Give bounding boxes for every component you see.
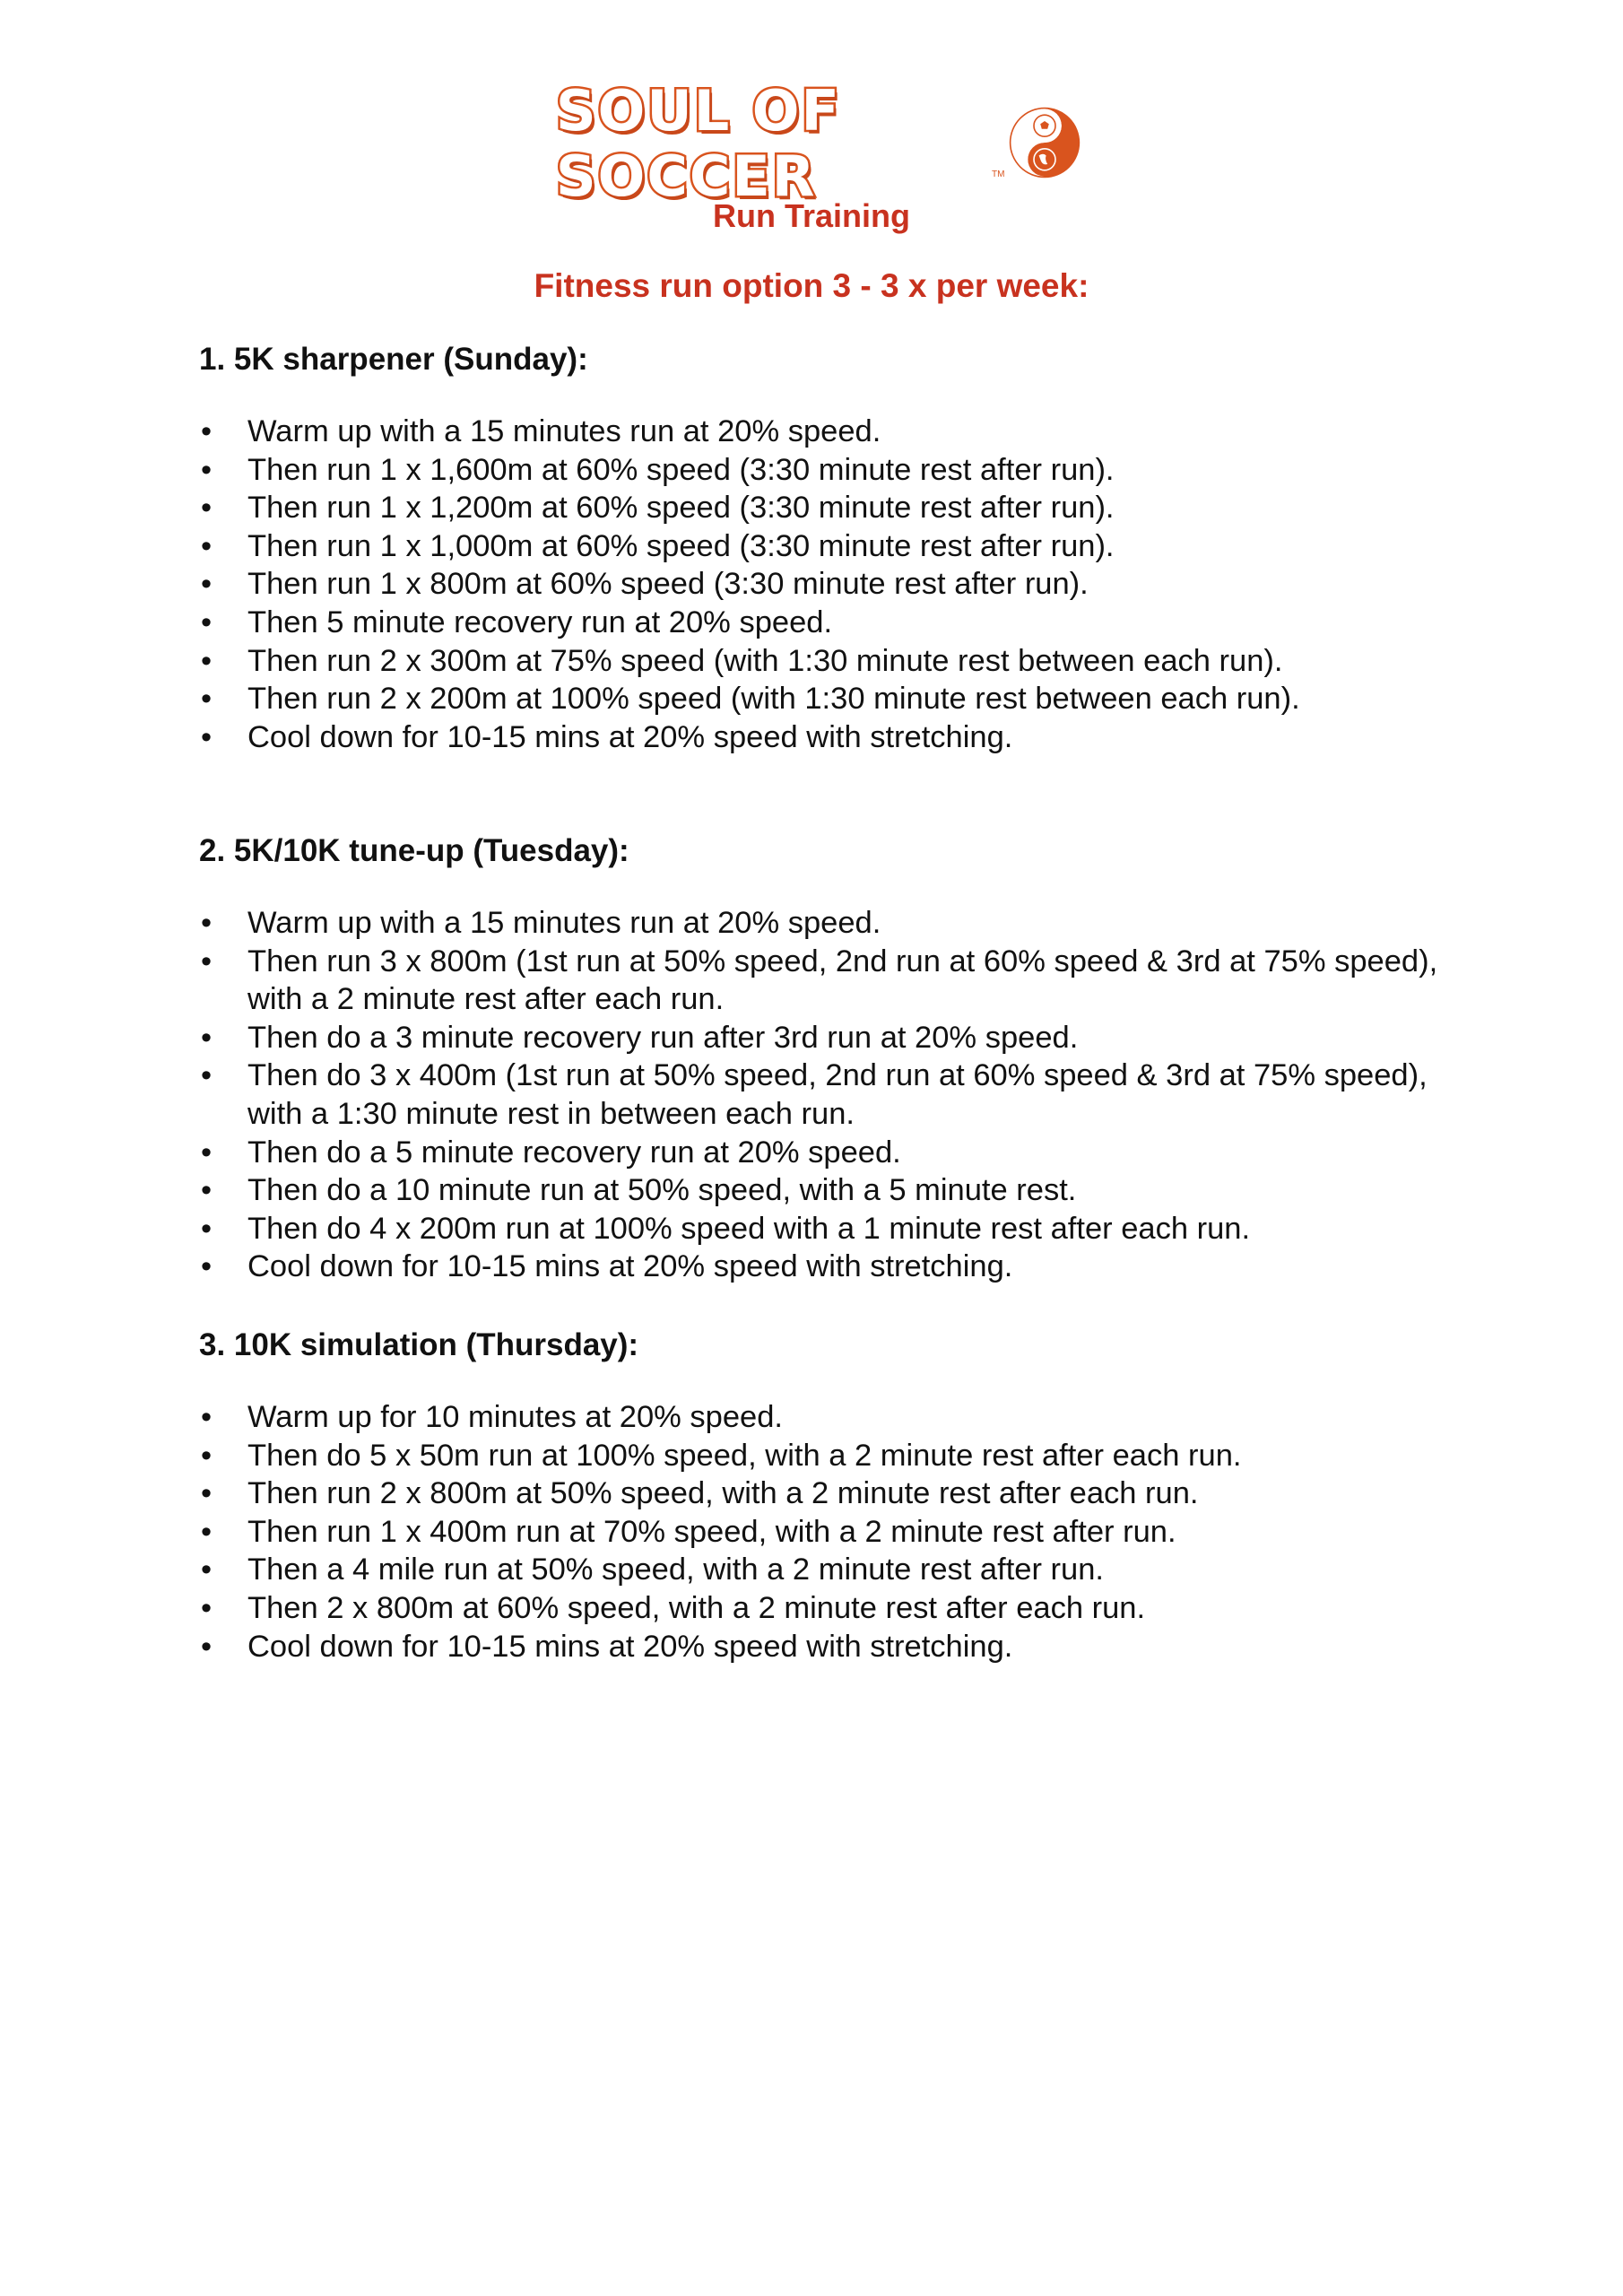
list-item: • Warm up with a 15 minutes run at 20% speed. (199, 413, 1454, 451)
list-item: • Then do a 10 minute run at 50% speed, with a 5 minute rest. (199, 1171, 1454, 1210)
section-5k-sharpener (199, 341, 1454, 756)
bullet-icon: • (201, 906, 213, 940)
bullet-icon: • (201, 1552, 213, 1587)
list-item: • Then 5 minute recovery run at 20% speed. (199, 604, 1454, 642)
bullet-icon: • (201, 1020, 213, 1055)
bullet-icon: • (201, 1590, 213, 1625)
section-heading: 2. 5K/10K tune-up (Tuesday): (199, 833, 629, 868)
list-item: • Then run 1 x 1,200m at 60% speed (3:30 minute rest after run). (199, 489, 1454, 527)
bullet-icon: • (201, 1173, 213, 1208)
section-heading: 3. 10K simulation (Thursday): (199, 1327, 639, 1362)
list-item: • Then a 4 mile run at 50% speed, with a 2 minute rest after run. (199, 1551, 1454, 1589)
bullet-icon: • (201, 643, 213, 678)
list-item: • Warm up for 10 minutes at 20% speed. (199, 1398, 1454, 1437)
section-10k-simulation (199, 1326, 1454, 1665)
list-item: • Then run 1 x 400m run at 70% speed, with a 2 minute rest after run. (199, 1513, 1454, 1552)
bullet-list (199, 413, 1454, 756)
list-item: • Then 2 x 800m at 60% speed, with a 2 minute rest after each run. (199, 1589, 1454, 1628)
bullet-icon: • (201, 1400, 213, 1434)
bullet-icon: • (201, 682, 213, 717)
bullet-icon: • (201, 1514, 213, 1549)
list-item: • Then run 1 x 1,600m at 60% speed (3:30 minute rest after run). (199, 451, 1454, 490)
bullet-list (199, 1398, 1454, 1665)
list-item: • Warm up with a 15 minutes run at 20% speed. (199, 904, 1454, 943)
bullet-icon: • (201, 1211, 213, 1246)
list-item: • Then run 1 x 1,000m at 60% speed (3:30 minute rest after run). (199, 527, 1454, 566)
bullet-icon: • (201, 1058, 213, 1093)
list-item: • Then do 5 x 50m run at 100% speed, with a 2 minute rest after each run. (199, 1437, 1454, 1475)
bullet-icon: • (201, 1135, 213, 1170)
bullet-icon: • (201, 491, 213, 526)
bullet-icon: • (201, 944, 213, 978)
list-item: • Then run 2 x 300m at 75% speed (with 1:30 minute rest between each run). (199, 642, 1454, 681)
soul-of-soccer-logo (556, 78, 1085, 209)
page-subtitle: Fitness run option 3 - 3 x per week: (534, 267, 1089, 304)
list-item: • Then do 4 x 200m run at 100% speed with a 1 minute rest after each run. (199, 1210, 1454, 1248)
list-item: • Then run 3 x 800m (1st run at 50% speed, 2nd run at 60% speed & 3rd at 75% speed), with a 2 minute rest after each run. (201, 944, 1438, 1017)
list-item: • Cool down for 10-15 mins at 20% speed with stretching. (199, 718, 1454, 757)
bullet-icon: • (201, 1249, 213, 1284)
section-5k-10k-tune-up (199, 832, 1454, 1286)
logo-wordmark: SOUL OF SOCCER (556, 78, 841, 209)
yin-yang-soccer-ball-globe-icon (1009, 107, 1081, 178)
list-item: • Then do 3 x 400m (1st run at 50% speed, 2nd run at 60% speed & 3rd at 75% speed), with a 1:30 minute rest in between each run. (201, 1058, 1428, 1131)
bullet-icon: • (201, 719, 213, 754)
list-item: • Then do a 5 minute recovery run at 20% speed. (199, 1134, 1454, 1172)
list-item: • Cool down for 10-15 mins at 20% speed with stretching. (199, 1248, 1454, 1286)
list-item: • Then run 1 x 800m at 60% speed (3:30 minute rest after run). (199, 565, 1454, 604)
trademark-mark: TM (992, 170, 1005, 179)
bullet-icon: • (201, 604, 213, 639)
bullet-icon: • (201, 452, 213, 487)
bullet-icon: • (201, 1476, 213, 1511)
bullet-list (199, 904, 1454, 1286)
bullet-icon: • (201, 1629, 213, 1664)
bullet-icon: • (201, 528, 213, 563)
bullet-icon: • (201, 567, 213, 602)
list-item: • Then run 2 x 800m at 50% speed, with a 2 minute rest after each run. (199, 1474, 1454, 1513)
bullet-icon: • (201, 1438, 213, 1473)
page-title: Run Training (713, 197, 910, 234)
list-item: • Then do a 3 minute recovery run after 3rd run at 20% speed. (199, 1019, 1454, 1057)
section-heading: 1. 5K sharpener (Sunday): (199, 342, 588, 377)
bullet-icon: • (201, 414, 213, 448)
list-item: • Cool down for 10-15 mins at 20% speed with stretching. (199, 1628, 1454, 1666)
list-item: • Then run 2 x 200m at 100% speed (with 1:30 minute rest between each run). (199, 680, 1454, 718)
